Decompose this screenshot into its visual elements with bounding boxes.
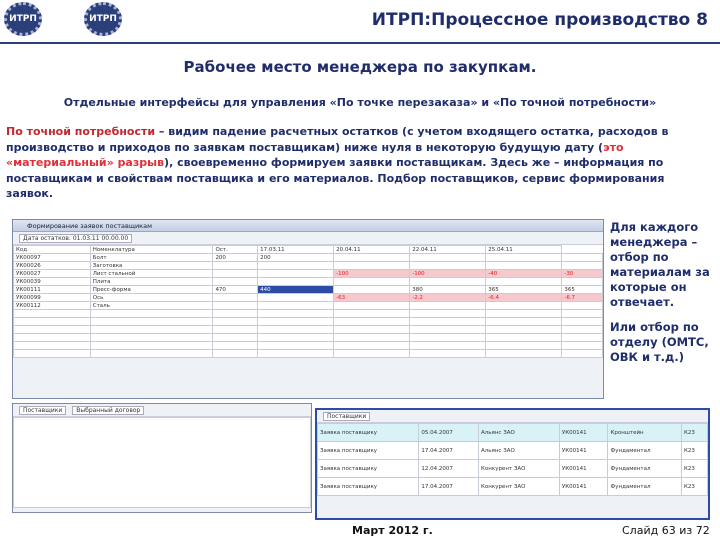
table-cell: [562, 278, 603, 286]
table-cell: [486, 262, 562, 270]
column-header: 22.04.11: [410, 246, 486, 254]
highlight-text: это «материальный» разрыв: [6, 140, 624, 169]
table-header: [14, 246, 603, 254]
table-cell: Ось: [90, 294, 213, 302]
table-cell: [410, 262, 486, 270]
table-cell: -100: [334, 270, 410, 278]
table-cell: Фундаментал: [608, 442, 682, 460]
materials-table[interactable]: [13, 245, 603, 358]
table-cell: -6.7: [562, 294, 603, 302]
table-cell: Кронштейн: [608, 424, 682, 442]
table-cell: Заявка поставщику: [318, 460, 419, 478]
table-row[interactable]: [14, 254, 603, 262]
table-cell: Плита: [90, 278, 213, 286]
table-cell: [213, 278, 258, 286]
table-row[interactable]: [14, 262, 603, 270]
table-cell: [410, 254, 486, 262]
table-cell: [213, 262, 258, 270]
table-cell: Альянс ЗАО: [479, 424, 560, 442]
table-cell: УК00112: [14, 302, 91, 310]
table-cell: -2.2: [410, 294, 486, 302]
slide-title: ИТРП:Процессное производство 8: [371, 10, 708, 30]
column-header: 17.03.11: [258, 246, 334, 254]
table-cell: Пресс-форма: [90, 286, 213, 294]
table-cell: 12.04.2007: [419, 460, 479, 478]
table-cell: 380: [410, 286, 486, 294]
footer-date: Март 2012 г.: [352, 524, 433, 537]
subtitle: Отдельные интерфейсы для управления «По точке перезаказа» и «По точной потребности»: [63, 96, 657, 109]
table-row[interactable]: [14, 270, 603, 278]
tabs[interactable]: [13, 404, 311, 417]
table-cell: К23: [681, 478, 707, 496]
table-cell: [562, 254, 603, 262]
table-row[interactable]: [14, 334, 603, 342]
column-header: Ост.: [213, 246, 258, 254]
table-cell: К23: [681, 460, 707, 478]
main-window[interactable]: [12, 219, 604, 399]
table-cell: УК00111: [14, 286, 91, 294]
table-cell: [486, 302, 562, 310]
table-cell: -30: [562, 270, 603, 278]
table-cell: [334, 254, 410, 262]
table-cell: 05.04.2007: [419, 424, 479, 442]
table-cell: УК00141: [559, 478, 608, 496]
table-cell: 17.04.2007: [419, 478, 479, 496]
table-cell: Заявка поставщику: [318, 478, 419, 496]
table-cell: -63: [334, 294, 410, 302]
table-cell: Сталь: [90, 302, 213, 310]
tab-contract[interactable]: Выбранный договор: [72, 406, 144, 415]
table-cell: [258, 270, 334, 278]
table-cell: [258, 302, 334, 310]
period-field[interactable]: Дата остатков: 01.03.11 00.00.00: [19, 234, 132, 243]
table-row[interactable]: [14, 326, 603, 334]
table-cell: 200: [258, 254, 334, 262]
table-row[interactable]: [14, 350, 603, 358]
table-row[interactable]: [318, 442, 708, 460]
table-cell: Конкурент ЗАО: [479, 478, 560, 496]
table-cell: [334, 302, 410, 310]
table-row[interactable]: [318, 424, 708, 442]
table-cell: Лист стальной: [90, 270, 213, 278]
description: По точной потребности – видим падение расчетных остатков (с учетом входящего остатка, расходов в производство и приходов по заявкам поставщикам) ниже нуля в некоторую будущую дату (это «материальный» разрыв), своевременно формируем заявки поставщикам. Здесь же – информация по поставщикам и свойствам поставщика и его материалов. Подбор поставщиков, сервис формирования заявок.: [6, 125, 669, 200]
table-cell: УК00027: [14, 270, 91, 278]
column-header: 20.04.11: [334, 246, 410, 254]
table-cell: Альянс ЗАО: [479, 442, 560, 460]
orders-window[interactable]: [315, 408, 710, 520]
table-cell: [258, 278, 334, 286]
table-cell: Заявка поставщику: [318, 424, 419, 442]
table-row[interactable]: [318, 460, 708, 478]
table-row[interactable]: [14, 294, 603, 302]
table-cell: [410, 278, 486, 286]
header-bar: [0, 0, 720, 44]
table-cell: УК00141: [559, 442, 608, 460]
table-cell: [258, 294, 334, 302]
table-cell: Фундаментал: [608, 460, 682, 478]
table-cell: [562, 262, 603, 270]
table-cell: 17.04.2007: [419, 442, 479, 460]
table-cell: -100: [410, 270, 486, 278]
lead-text: По точной потребности: [6, 125, 156, 138]
column-header: Номенклатура: [90, 246, 213, 254]
table-cell: К23: [681, 442, 707, 460]
side-note: Для каждого менеджера – отбор по материалам за которые он отвечает. Или отбор по отделу (ОМТС, ОВК и т.д.): [610, 220, 710, 364]
table-cell: Фундаментал: [608, 478, 682, 496]
table-cell: Болт: [90, 254, 213, 262]
table-cell: УК00039: [14, 278, 91, 286]
table-cell: УК00026: [14, 262, 91, 270]
table-cell: -6.4: [486, 294, 562, 302]
table-cell: Заготовка: [90, 262, 213, 270]
table-cell: [213, 302, 258, 310]
table-row[interactable]: [318, 478, 708, 496]
table-cell: [334, 262, 410, 270]
table-cell: [562, 302, 603, 310]
table-cell: 365: [562, 286, 603, 294]
table-cell: Конкурент ЗАО: [479, 460, 560, 478]
table-cell: 365: [486, 286, 562, 294]
table-row[interactable]: [14, 342, 603, 350]
page-heading: Рабочее место менеджера по закупкам.: [183, 58, 537, 76]
table-cell: УК00141: [559, 460, 608, 478]
column-header: Код: [14, 246, 91, 254]
orders-table[interactable]: [317, 423, 708, 496]
table-cell: [334, 286, 410, 294]
table-row[interactable]: [14, 310, 603, 318]
toolbar[interactable]: [13, 232, 603, 245]
tab-suppliers[interactable]: Поставщики: [19, 406, 66, 415]
column-header: 25.04.11: [486, 246, 562, 254]
table-cell: [410, 302, 486, 310]
table-cell: -40: [486, 270, 562, 278]
table-cell: 440: [258, 286, 334, 294]
table-cell: [334, 278, 410, 286]
table-cell: [213, 270, 258, 278]
table-cell: [258, 262, 334, 270]
table-cell: УК00141: [559, 424, 608, 442]
table-row[interactable]: [14, 302, 603, 310]
header-divider: [0, 42, 720, 44]
table-cell: Заявка поставщику: [318, 442, 419, 460]
window-title: Формирование заявок поставщикам: [13, 220, 603, 232]
table-cell: УК00097: [14, 254, 91, 262]
table-cell: 200: [213, 254, 258, 262]
table-cell: [486, 254, 562, 262]
table-row[interactable]: [14, 286, 603, 294]
orders-toolbar[interactable]: Поставщики: [317, 410, 708, 423]
table-cell: [486, 278, 562, 286]
table-row[interactable]: [14, 278, 603, 286]
slide-number: Слайд 63 из 72: [622, 524, 710, 537]
company-logo: [4, 2, 122, 36]
table-cell: 470: [213, 286, 258, 294]
table-row[interactable]: [14, 318, 603, 326]
table-cell: УК00099: [14, 294, 91, 302]
table-cell: [213, 294, 258, 302]
supplier-window[interactable]: [12, 403, 312, 513]
gear-icon: ИТРП: [4, 2, 42, 36]
gear-icon: ИТРП: [84, 2, 122, 36]
table-cell: К23: [681, 424, 707, 442]
